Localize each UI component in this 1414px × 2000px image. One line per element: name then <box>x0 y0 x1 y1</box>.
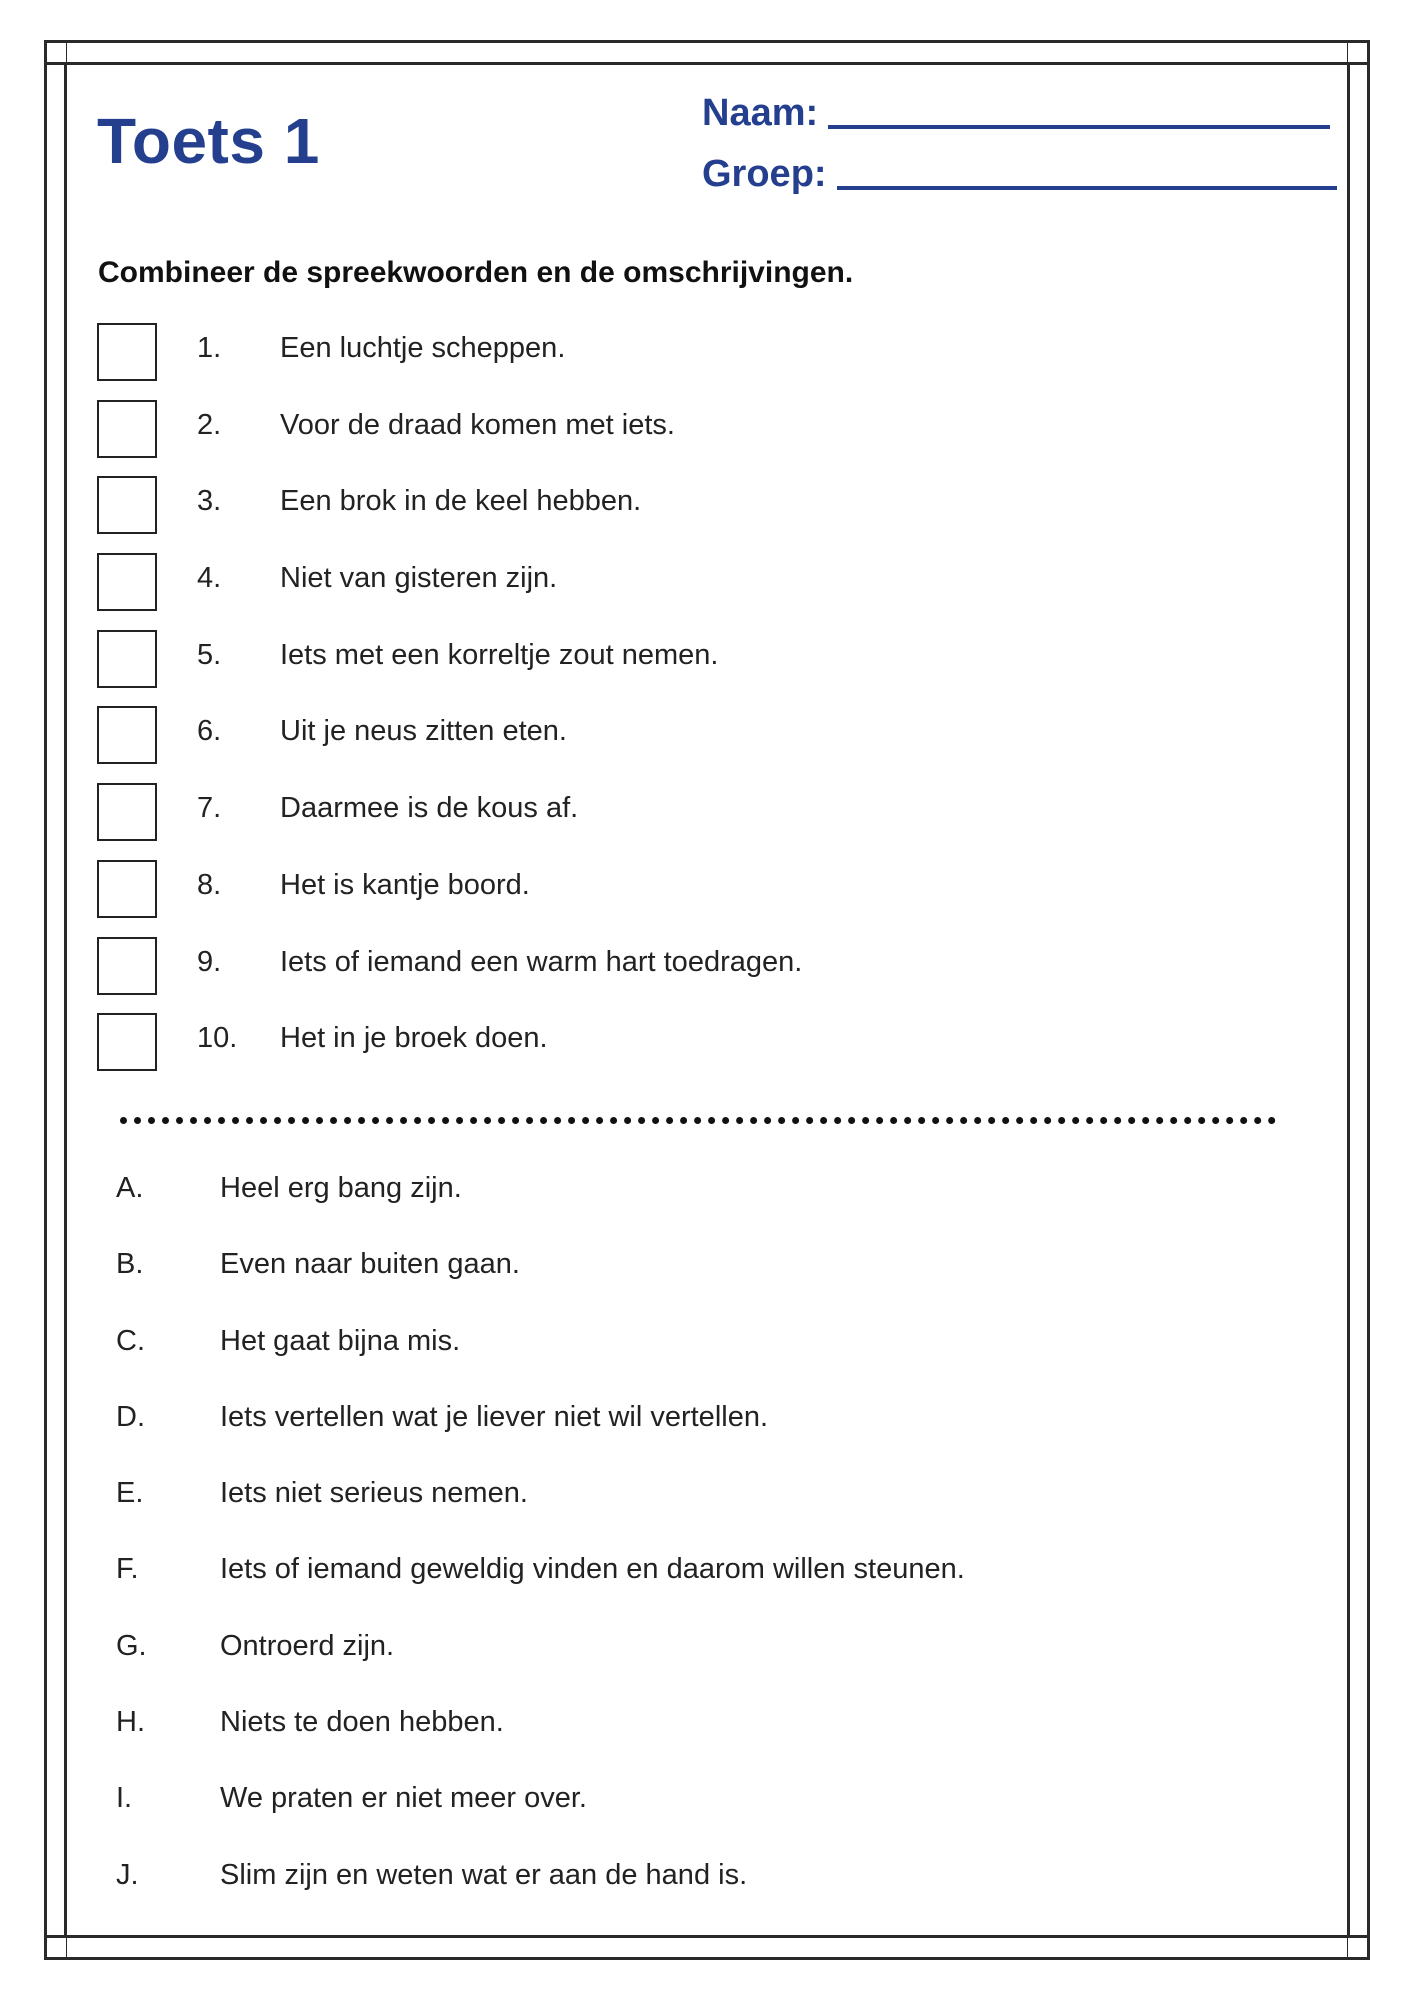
question-text: Een luchtje scheppen. <box>280 332 566 364</box>
question-text: Het in je broek doen. <box>280 1022 548 1055</box>
question-text: Niet van gisteren zijn. <box>280 562 558 595</box>
answer-letter: G. <box>116 1629 147 1662</box>
frame-corner <box>44 1938 66 1960</box>
question-text: Iets met een korreltje zout nemen. <box>280 638 719 671</box>
question-row <box>97 860 1297 937</box>
question-row <box>97 476 1297 553</box>
answer-text: Iets niet serieus nemen. <box>220 1477 528 1510</box>
question-text: Iets of iemand een warm hart toedragen. <box>280 945 803 978</box>
question-number: 6. <box>197 715 222 748</box>
question-row <box>97 553 1297 630</box>
answer-letter: B. <box>116 1248 144 1281</box>
groep-field[interactable] <box>702 153 1337 196</box>
answer-text: Niets te doen hebben. <box>220 1706 504 1739</box>
answer-letter: E. <box>116 1477 144 1510</box>
answer-box[interactable] <box>97 1013 157 1071</box>
question-row <box>97 323 1297 400</box>
answer-box[interactable] <box>97 706 157 764</box>
answer-letter: F. <box>116 1553 139 1586</box>
naam-input-line[interactable] <box>828 125 1330 129</box>
naam-label: Naam: <box>702 92 819 134</box>
question-text: Een brok in de keel hebben. <box>280 485 642 518</box>
naam-field[interactable] <box>702 92 1330 135</box>
answer-letter: D. <box>116 1400 145 1433</box>
groep-input-line[interactable] <box>837 186 1337 190</box>
instruction: Combineer de spreekwoorden en de omschrijvingen. <box>98 256 854 289</box>
question-list <box>97 323 1297 1090</box>
answer-box[interactable] <box>97 476 157 534</box>
answer-row <box>116 1782 1266 1858</box>
question-number: 10. <box>197 1022 238 1055</box>
answer-row <box>116 1553 1266 1629</box>
question-number: 7. <box>197 792 222 825</box>
answer-text: Het gaat bijna mis. <box>220 1324 461 1357</box>
answer-row <box>116 1401 1266 1477</box>
groep-label: Groep: <box>702 153 827 195</box>
frame-corner <box>44 40 66 62</box>
answer-list <box>116 1172 1266 1935</box>
answer-row <box>116 1248 1266 1324</box>
answer-row <box>116 1630 1266 1706</box>
question-text: Daarmee is de kous af. <box>280 792 579 825</box>
answer-text: Even naar buiten gaan. <box>220 1248 520 1281</box>
answer-row <box>116 1859 1266 1935</box>
answer-text: Heel erg bang zijn. <box>220 1172 462 1204</box>
question-text: Uit je neus zitten eten. <box>280 715 567 748</box>
question-number: 4. <box>197 562 222 595</box>
question-row <box>97 706 1297 783</box>
question-text: Voor de draad komen met iets. <box>280 408 675 441</box>
question-number: 5. <box>197 638 222 671</box>
frame-corner <box>1348 40 1370 62</box>
question-text: Het is kantje boord. <box>280 868 530 901</box>
answer-box[interactable] <box>97 860 157 918</box>
answer-box[interactable] <box>97 323 157 381</box>
answer-text: Iets of iemand geweldig vinden en daarom willen steunen. <box>220 1553 965 1586</box>
answer-text: Iets vertellen wat je liever niet wil vertellen. <box>220 1400 769 1433</box>
answer-letter: I. <box>116 1782 133 1815</box>
question-row <box>97 783 1297 860</box>
answer-box[interactable] <box>97 937 157 995</box>
page-title: Toets 1 <box>97 105 320 177</box>
answer-text: We praten er niet meer over. <box>220 1782 587 1815</box>
answer-text: Ontroerd zijn. <box>220 1629 395 1662</box>
question-number: 1. <box>197 332 222 364</box>
answer-row <box>116 1706 1266 1782</box>
answer-box[interactable] <box>97 630 157 688</box>
answer-letter: C. <box>116 1324 145 1357</box>
question-row <box>97 1013 1297 1090</box>
answer-row <box>116 1172 1266 1248</box>
answer-letter: A. <box>116 1172 144 1204</box>
question-row <box>97 937 1297 1014</box>
answer-box[interactable] <box>97 783 157 841</box>
question-number: 3. <box>197 485 222 518</box>
answer-text: Slim zijn en weten wat er aan de hand is. <box>220 1858 748 1891</box>
question-number: 2. <box>197 408 222 441</box>
answer-letter: H. <box>116 1706 145 1739</box>
answer-row <box>116 1477 1266 1553</box>
question-number: 9. <box>197 945 222 978</box>
question-row <box>97 400 1297 477</box>
answer-box[interactable] <box>97 400 157 458</box>
question-number: 8. <box>197 868 222 901</box>
question-row <box>97 630 1297 707</box>
answer-box[interactable] <box>97 553 157 611</box>
answer-letter: J. <box>116 1858 139 1891</box>
dotted-divider <box>120 1117 1276 1124</box>
frame-corner <box>1348 1938 1370 1960</box>
answer-row <box>116 1325 1266 1401</box>
